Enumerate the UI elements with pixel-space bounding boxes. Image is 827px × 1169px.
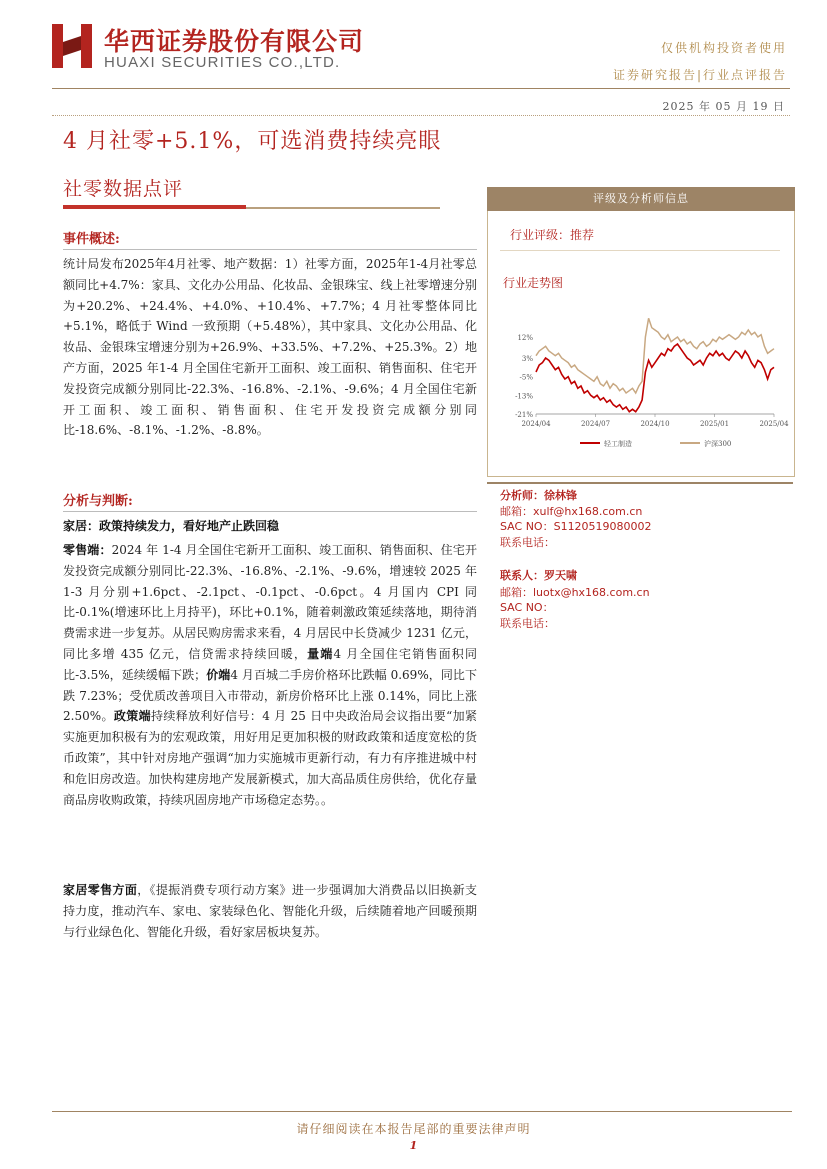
furniture-paragraph <box>63 880 477 942</box>
series-line <box>536 344 774 412</box>
contact-email[interactable]: 邮箱：luotx@hx168.com.cn <box>500 586 650 599</box>
volume-lead: 量端 <box>307 646 334 661</box>
retail-text-1: 2024 年 1-4 月全国住宅新开工面积、竣工面积、销售面积、住宅开发投资完成额分别同比-22.3%、-16.8%、-2.1%、-9.6%，增速较 2025 年 1-3 月分别+1.6pct、-2.1pct、-0.1pct、-0.6pct。4 月国内 CPI 同比-0.1%(增速环比上月持平)，环比+0.1%，随着刺激政策延续落地，期待消费需求进一步复苏。从居民购房需求来看，4 月居民中长贷减少 1231 亿元，同比多增 435 亿元，信贷需求持续回暖， <box>63 543 477 661</box>
event-paragraph: 统计局发布2025年4月社零、地产数据：1）社零方面，2025年1-4月社零总额同比+4.7%：家具、文化办公用品、化妆品、金银珠宝、线上社零增速分别为+20.2%、+24.4%、+4.0%、+10.4%、+7.7%；4 月社零整体同比+5.1%，略低于 Wind 一致预期（+5.48%），其中家具、文化办公用品、化妆品、金银珠宝增速分别为+26.9%、+33.5%、+7.2%、+25.3%。2）地产方面，2025 年1-4 月全国住宅新开工面积、竣工面积、销售面积、住宅开发投资完成额分别同比-22.3%、-16.8%、-2.1%、-9.6%；4 月全国住宅新开工面积、竣工面积、销售面积、住宅开发投资完成额分别同比-18.6%、-8.1%、-1.2%、-8.8%。 <box>63 257 477 438</box>
legend-label: 沪深300 <box>704 440 732 448</box>
chart-title: 行业走势图 <box>503 276 564 290</box>
y-tick-label: 12% <box>517 334 533 342</box>
price-lead: 价端 <box>206 667 231 682</box>
y-tick-label: -13% <box>515 392 533 401</box>
company-name-cn: 华西证券股份有限公司 <box>104 27 365 56</box>
footer-divider <box>52 1111 792 1112</box>
legend-label: 轻工制造 <box>604 440 632 448</box>
event-heading: 事件概述: <box>63 232 120 247</box>
series-line <box>536 318 774 393</box>
y-tick-label: -21% <box>515 411 533 419</box>
analyst-email[interactable]: 邮箱：xulf@hx168.com.cn <box>500 505 643 518</box>
rating-divider <box>500 250 780 251</box>
subtitle-underline-accent <box>63 205 246 209</box>
x-tick-label: 2024/04 <box>521 420 551 428</box>
analyst-phone: 联系电话： <box>500 536 555 549</box>
analyst-sac: SAC NO：S1120519080002 <box>500 520 652 533</box>
rating-panel-title: 评级及分析师信息 <box>487 187 795 211</box>
report-title: 4 月社零+5.1%，可选消费持续亮眼 <box>63 129 442 154</box>
legal-disclaimer: 请仔细阅读在本报告尾部的重要法律声明 <box>296 1122 531 1136</box>
furniture-lead: 家居零售方面 <box>63 883 138 897</box>
report-date: 2025 年 05 月 19 日 <box>662 100 785 113</box>
industry-rating: 行业评级：推荐 <box>510 228 595 242</box>
retail-lead: 零售端： <box>63 543 112 557</box>
trend-chart-svg <box>502 308 792 458</box>
report-type: 证券研究报告|行业点评报告 <box>612 68 787 82</box>
contact-name: 联系人：罗天啸 <box>500 569 577 582</box>
company-logo-icon <box>52 22 92 70</box>
x-tick-label: 2025/04 <box>759 420 789 428</box>
subtitle-underline <box>246 207 440 209</box>
header-divider <box>52 88 790 89</box>
event-heading-rule <box>63 249 477 250</box>
page-number: 1 <box>409 1139 418 1152</box>
analyst-divider <box>487 482 793 484</box>
retail-paragraph <box>63 540 477 810</box>
furniture-text: ，《提振消费专项行动方案》进一步强调加大消费品以旧换新支持力度，推动汽车、家电、家装绿色化、智能化升级，后续随着地产回暖预期与行业绿色化、智能化升级，看好家居板块复苏。 <box>63 883 477 939</box>
company-name-en: HUAXI SECURITIES CO.,LTD. <box>104 54 341 71</box>
x-tick-label: 2024/07 <box>580 420 611 428</box>
analysis-heading: 分析与判断: <box>63 494 133 509</box>
x-tick-label: 2024/10 <box>640 420 670 428</box>
policy-lead: 政策端 <box>113 709 151 724</box>
date-divider <box>52 115 790 116</box>
retail-text-2: 4 月全国住宅销售面积同比-3.5%，延续缓幅下跌； <box>63 646 477 682</box>
analysis-subheading: 家居：政策持续发力，看好地产止跌回稳 <box>63 519 280 533</box>
y-tick-label: -5% <box>519 373 533 382</box>
retail-text-3: 4 月百城二手房价格环比跌幅 0.69%，同比下跌 7.23%；受优质改善项目入市带动，新房价格环比上涨 0.14%，同比上涨 2.50%。 <box>63 667 477 724</box>
contact-phone: 联系电话： <box>500 617 555 630</box>
analysis-heading-rule <box>63 511 477 512</box>
analyst-name: 分析师：徐林锋 <box>500 489 577 502</box>
x-tick-label: 2025/01 <box>699 420 730 428</box>
contact-sac: SAC NO： <box>500 601 554 614</box>
report-subtitle: 社零数据点评 <box>63 178 184 200</box>
industry-trend-chart <box>502 308 792 458</box>
y-tick-label: 3% <box>521 355 533 363</box>
audience-notice: 仅供机构投资者使用 <box>660 41 787 55</box>
retail-text-4: 持续释放利好信号：4 月 25 日中央政治局会议指出要“加紧实施更加积极有为的宏观政策，用好用足更加积极的财政政策和适度宽松的货币政策”，其中针对房地产强调“加力实施城市更新行动，有力有序推进城中村和危旧房改造。加快构建房地产发展新模式，加大高品质住房供给，优化存量商品房收购政策，持续巩固房地产市场稳定态势。。 <box>63 709 477 807</box>
